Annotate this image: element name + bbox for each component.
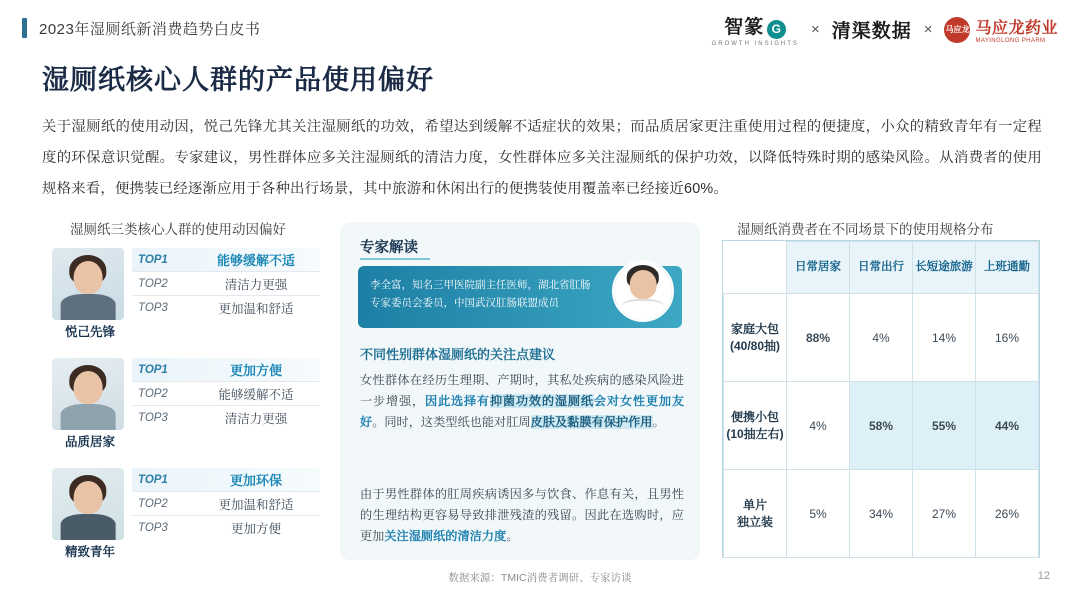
persona-name: 品质居家 <box>64 435 115 449</box>
rank-value: 清洁力更强 <box>224 277 288 292</box>
table-row <box>724 470 1039 558</box>
usage-spec-table <box>723 241 1039 558</box>
expert-avatar <box>612 260 674 322</box>
table-cell: 4% <box>787 382 850 470</box>
left-section-label: 湿厕纸三类核心人群的使用动因偏好 <box>70 222 286 237</box>
rank-value: 能够缓解不适 <box>218 387 294 402</box>
persona-rank-list <box>132 468 320 540</box>
expert-female-text-part-5: 皮肤及黏膜有保护作用 <box>530 415 653 429</box>
logo-zhizhuan <box>712 12 799 47</box>
logo-mayinglong-cn: 马应龙药业 <box>975 20 1058 37</box>
logo-mayinglong <box>944 15 1058 44</box>
rank-row <box>132 492 320 516</box>
persona-photo <box>52 358 124 430</box>
table-col-header: 上班通勤 <box>976 242 1039 294</box>
persona-rank-list <box>132 248 320 320</box>
rank-row <box>132 272 320 296</box>
table-cell: 27% <box>913 470 976 558</box>
expert-male-text-part-1: 关注湿厕纸的清洁力度 <box>384 529 507 543</box>
rank-value: 更加方便 <box>230 522 281 536</box>
rank-row <box>132 406 320 430</box>
table-cell: 44% <box>976 382 1039 470</box>
table-cell: 88% <box>787 294 850 382</box>
table-col-header: 日常出行 <box>850 242 913 294</box>
rank-key: TOP3 <box>138 522 168 534</box>
logo-zhizhuan-text: 智篆 <box>724 17 765 38</box>
rank-value: 更加温和舒适 <box>218 497 294 512</box>
table-cell: 58% <box>850 382 913 470</box>
table-cell: 16% <box>976 294 1039 382</box>
header-accent-bar <box>22 18 27 38</box>
expert-panel-title: 专家解读 <box>360 240 418 256</box>
header-logos <box>712 12 1058 47</box>
rank-key: TOP2 <box>138 387 168 400</box>
mayinglong-seal-icon: 马应龙 <box>944 17 970 43</box>
expert-paragraph-female <box>360 370 684 433</box>
logo-qingqu: 清渠数据 <box>831 21 912 42</box>
table-col-header: 长短途旅游 <box>913 242 976 294</box>
rank-value: 更加环保 <box>229 473 282 488</box>
rank-key: TOP1 <box>138 363 168 376</box>
table-body <box>724 294 1039 558</box>
expert-subtitle: 不同性别群体湿厕纸的关注点建议 <box>360 347 556 362</box>
rank-value: 更加方便 <box>229 363 282 378</box>
table-corner-cell <box>724 242 787 294</box>
table-row-header: 便携小包 (10抽左右) <box>724 382 787 470</box>
logo-separator-1: × <box>810 21 820 38</box>
rank-row <box>132 296 320 320</box>
rank-key: TOP3 <box>138 412 168 424</box>
table-col-header: 日常居家 <box>787 242 850 294</box>
rank-row <box>132 468 320 492</box>
table-cell: 34% <box>850 470 913 558</box>
page-header <box>0 0 1080 56</box>
persona-name: 悦己先锋 <box>64 325 115 339</box>
usage-spec-table-wrap <box>722 240 1040 558</box>
expert-title-underline <box>360 258 430 260</box>
rank-value: 能够缓解不适 <box>216 253 295 268</box>
table-header <box>724 242 1039 294</box>
rank-row <box>132 382 320 406</box>
logo-zhizhuan-badge: G <box>767 20 786 39</box>
header-title: 2023年湿厕纸新消费趋势白皮书 <box>39 20 261 38</box>
rank-key: TOP3 <box>138 302 168 314</box>
expert-female-text-part-4: 。同时，这类型纸也能对肛周 <box>372 415 531 429</box>
page-number: 12 <box>1037 570 1050 582</box>
persona-card <box>52 468 320 560</box>
expert-paragraph-male <box>360 484 684 547</box>
table-cell: 55% <box>913 382 976 470</box>
expert-male-text-part-2: 。 <box>506 529 519 543</box>
table-row-header: 家庭大包 (40/80抽) <box>724 294 787 382</box>
expert-female-text-part-0: 女性群体在经历生理期、产期时，其私处疾病的感染风险进一步增强， <box>360 373 684 408</box>
expert-female-text-part-1: 因此选择有 <box>424 394 490 408</box>
expert-female-text-part-3: 会对女性更加友好 <box>360 394 685 429</box>
page-title: 湿厕纸核心人群的产品使用偏好 <box>42 65 434 95</box>
logo-mayinglong-en: MAYINGLONG PHARM <box>975 38 1046 44</box>
logo-separator-2: × <box>923 21 933 38</box>
intro-paragraph: 关于湿厕纸的使用动因，悦己先锋尤其关注湿厕纸的功效，希望达到缓解不适症状的效果；而品质居家更注重使用过程的便捷度，小众的精致青年有一定程度的环保意识觉醒。专家建议，男性群体应多关注湿厕纸的清洁力度，女性群体应多关注湿厕纸的保护功效，以降低特殊时期的感染风险。从消费者的使用规格来看，便携装已经逐渐应用于各种出行场景，其中旅游和休闲出行的便携装使用覆盖率已经接近60%。 <box>42 119 1042 197</box>
table-row <box>724 382 1039 470</box>
expert-male-text-part-0: 由于男性群体的肛周疾病诱因多与饮食、作息有关，且男性的生理结构更容易导致排泄残渣的残留。因此在选购时，应更加 <box>360 487 684 543</box>
rank-value: 更加温和舒适 <box>218 302 294 316</box>
persona-card <box>52 358 320 450</box>
rank-row <box>132 358 320 382</box>
table-row <box>724 294 1039 382</box>
rank-key: TOP1 <box>138 253 168 266</box>
rank-row <box>132 248 320 272</box>
rank-row <box>132 516 320 540</box>
expert-bio: 李全富，知名三甲医院副主任医师，湖北省肛肠专家委员会委员，中国武汉肛肠联盟成员 <box>370 279 591 309</box>
table-row-header: 单片 独立装 <box>724 470 787 558</box>
persona-photo <box>52 248 124 320</box>
rank-key: TOP1 <box>138 473 168 486</box>
table-cell: 5% <box>787 470 850 558</box>
persona-card <box>52 248 320 340</box>
expert-female-text-part-6: 。 <box>652 415 665 429</box>
right-section-label: 湿厕纸消费者在不同场景下的使用规格分布 <box>737 222 994 237</box>
table-cell: 26% <box>976 470 1039 558</box>
persona-photo <box>52 468 124 540</box>
rank-value: 清洁力更强 <box>224 412 288 426</box>
table-cell: 4% <box>850 294 913 382</box>
persona-rank-list <box>132 358 320 430</box>
expert-panel <box>340 222 700 560</box>
rank-key: TOP2 <box>138 497 168 510</box>
rank-key: TOP2 <box>138 277 168 290</box>
expert-female-text-part-2: 抑菌功效的湿厕纸 <box>489 394 594 408</box>
logo-zhizhuan-subtitle: GROWTH INSIGHTS <box>711 41 799 47</box>
persona-name: 精致青年 <box>64 545 115 559</box>
source-note: 数据来源：TMIC消费者调研、专家访谈 <box>448 572 632 584</box>
expert-profile-card <box>358 266 682 328</box>
table-cell: 14% <box>913 294 976 382</box>
